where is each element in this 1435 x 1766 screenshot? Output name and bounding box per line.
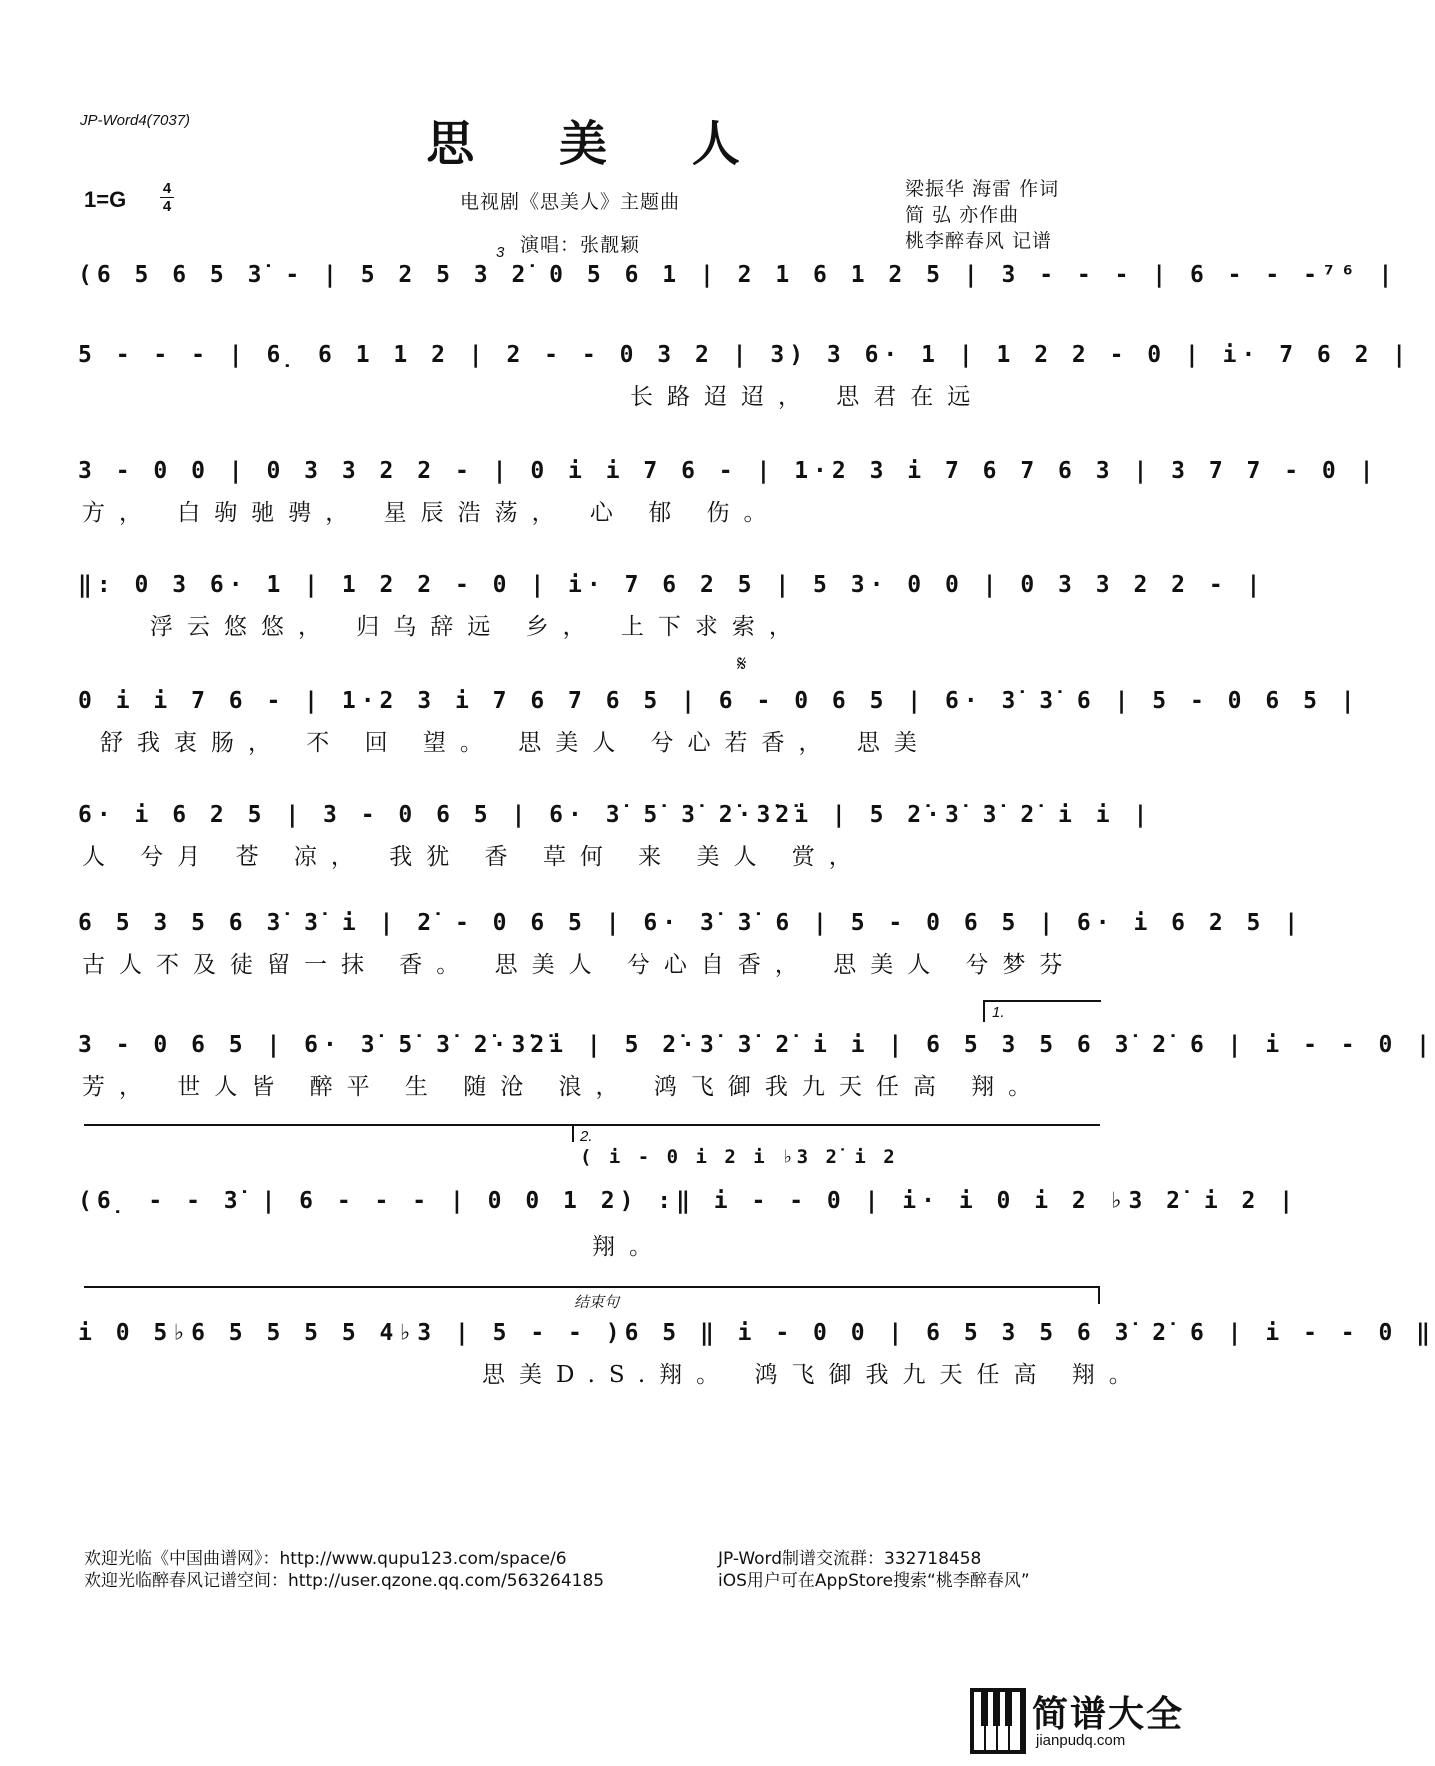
footer-site-link[interactable]: 欢迎光临《中国曲谱网》：http://www.qupu123.com/space/6 (84, 1549, 567, 1569)
lyrics-line-8: 芳， 世人皆 醉平 生 随沧 浪， 鸿飞御我九天任高 翔。 (82, 1074, 1046, 1100)
composer-credit: 简 弘 亦作曲 (905, 204, 1020, 226)
staff-line-9: (6̣ - - 3̇ | 6 - - - | 0 0 1 2) :‖ i - - 0 | i· i 0 i 2 ♭3 2̇ i 2 | (78, 1188, 1299, 1214)
lyrics-line-7: 古人不及徒留一抹 香。 思美人 兮心自香， 思美人 兮梦芬 (82, 952, 1077, 978)
footer-left (84, 1548, 604, 1592)
lyricist-credit: 梁振华 海雷 作词 (905, 178, 1060, 200)
logo-url: jianpudq.com (1036, 1732, 1126, 1749)
staff-line-4: ‖: 0 3 6· 1 | 1 2 2 - 0 | i· 7 6 2 5 | 5 3· 0 0 | 0 3 3 2 2 - | (78, 572, 1266, 598)
staff-line-8: 3 - 0 6 5 | 6· 3̇ 5̇ 3̇ 2̇·3̇2̇i | 5 2̇·3̇ 3̇ 2̇ i i | 6 5 3 5 6 3̇ 2̇ 6 | i - - 0 | (78, 1032, 1435, 1058)
staff-line-6: 6· i 6 2 5 | 3 - 0 6 5 | 6· 3̇ 5̇ 3̇ 2̇·3̇2̇i | 5 2̇·3̇ 3̇ 2̇ i i | (78, 802, 1153, 828)
staff-line-3: 3 - 0 0 | 0 3 3 2 2 - | 0 i i 7 6 - | 1·2 3 i 7 6 7 6 3 | 3 7 7 - 0 | (78, 458, 1379, 484)
key-signature: 1=G (84, 187, 127, 212)
singer: 演唱：张靓颖 (520, 234, 641, 256)
lyrics-line-6: 人 兮月 苍 凉， 我犹 香 草何 来 美人 赏， (82, 844, 866, 870)
footer-ios: iOS用户可在AppStore搜索“桃李醉春风” (718, 1571, 1030, 1591)
staff-line-10: i 0 5♭6 5 5 5 5 4♭3 | 5 - - )6 5 ‖ i - 0 0 | 6 5 3 5 6 3̇ 2̇ 6 | i - - 0 ‖ (78, 1320, 1435, 1346)
staff-line-5: 0 i i 7 6 - | 1·2 3 i 7 6 7 6 5 | 6 - 0 6 5 | 6· 3̇ 3̇ 6 | 5 - 0 6 5 | (78, 688, 1360, 714)
time-signature (160, 180, 174, 215)
second-ending-line: ( i - 0 i 2 i ♭3 2̇ i 2 (580, 1146, 898, 1168)
staff-line-1: (6 5 6 5 3̇ - | 5 2 5 3 2̇ 0 5 6 1 | 2 1 6 1 2 5 | 3 - - - | 6 - - -⁷⁶ | (78, 262, 1398, 288)
coda-label: 结束句 (574, 1294, 620, 1311)
meter-top: 4 (160, 180, 174, 198)
segno-sign: 𝄋 (737, 652, 747, 677)
second-ending-label: 2. (580, 1128, 593, 1145)
coda-bracket-edge (1098, 1286, 1100, 1304)
section-rule (84, 1124, 1100, 1126)
song-title: 思 美 人 (426, 116, 774, 172)
site-logo (970, 1686, 1185, 1756)
credits (905, 176, 1059, 254)
lyrics-line-4: 浮云悠悠， 归乌辞远 乡， 上下求索， (150, 614, 806, 640)
software-label: JP-Word4(7037) (80, 112, 191, 129)
first-ending-label: 1. (992, 1004, 1005, 1021)
footer-space-link[interactable]: 欢迎光临醉春风记谱空间：http://user.qzone.qq.com/563264185 (84, 1571, 605, 1591)
lyrics-line-9: 翔。 (592, 1234, 666, 1260)
lyrics-line-3: 方， 白驹驰骋， 星辰浩荡， 心 郁 伤。 (82, 500, 781, 526)
section-rule-2 (84, 1286, 1100, 1288)
first-ending-bracket-edge (983, 1000, 985, 1022)
second-ending-bracket-edge (572, 1124, 574, 1142)
lyrics-line-5: 舒我衷肠， 不 回 望。 思美人 兮心若香， 思美 (100, 730, 931, 756)
meter-bottom: 4 (162, 198, 172, 215)
first-ending-bracket (983, 1000, 1101, 1002)
subtitle: 电视剧《思美人》主题曲 (460, 191, 681, 213)
lyrics-line-10: 思美D.S.翔。 鸿飞御我九天任高 翔。 (482, 1362, 1146, 1388)
tuplet-mark: 3 (496, 244, 505, 261)
lyrics-line-2: 长路迢迢， 思君在远 (630, 384, 985, 410)
footer-right (718, 1548, 1030, 1592)
staff-line-7: 6 5 3 5 6 3̇ 3̇ i | 2̇ - 0 6 5 | 6· 3̇ 3̇ 6 | 5 - 0 6 5 | 6· i 6 2 5 | (78, 910, 1304, 936)
staff-line-2: 5 - - - | 6̣ 6 1 1 2 | 2 - - 0 3 2 | 3) 3 6· 1 | 1 2 2 - 0 | i· 7 6 2 | (78, 342, 1412, 368)
transcriber-credit: 桃李醉春风 记谱 (905, 230, 1053, 252)
logo-text: 简谱大全 (1032, 1694, 1185, 1735)
footer-group: JP-Word制谱交流群：332718458 (718, 1549, 982, 1569)
